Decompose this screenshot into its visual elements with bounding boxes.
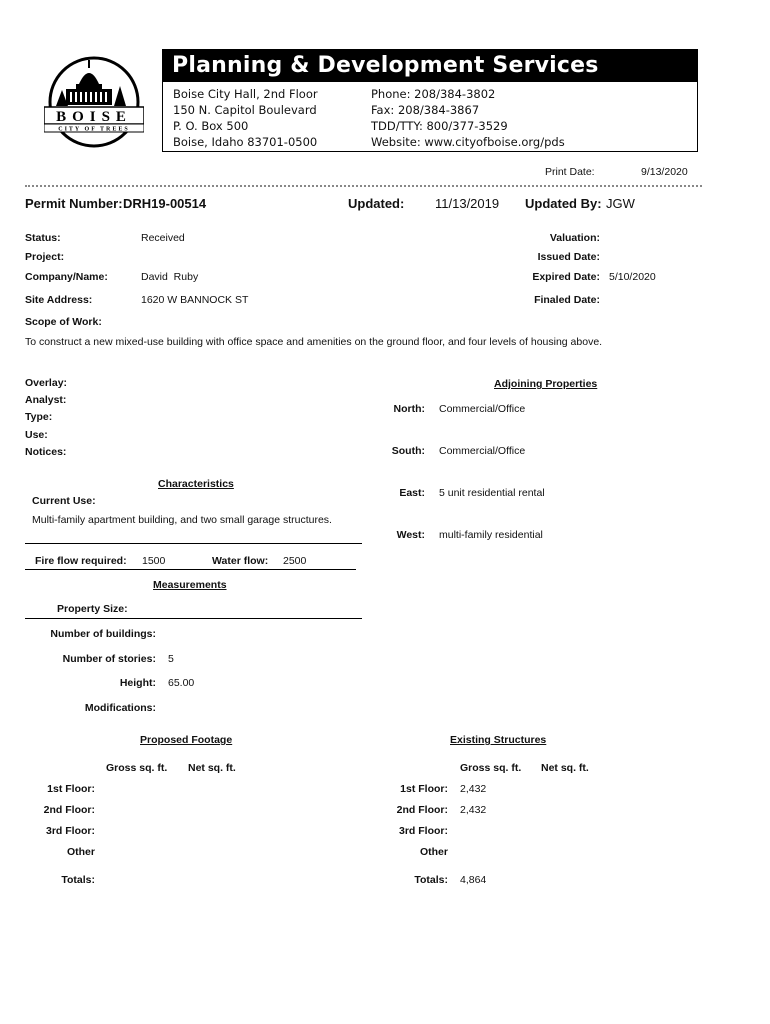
address-line: P. O. Box 500	[173, 119, 249, 133]
fire-flow-value: 1500	[142, 555, 166, 567]
height-value: 65.00	[168, 677, 195, 689]
existing-net-header: Net sq. ft.	[541, 762, 589, 774]
svg-text:BOISE: BOISE	[56, 109, 132, 125]
issued-date-label: Issued Date:	[537, 251, 600, 263]
south-label: South:	[391, 445, 425, 457]
existing-gross-value: 2,432	[460, 804, 487, 816]
print-date-value: 9/13/2020	[641, 166, 688, 178]
address-line: Boise, Idaho 83701-0500	[173, 135, 318, 149]
characteristics-divider	[25, 543, 362, 544]
valuation-label: Valuation:	[549, 232, 600, 244]
fire-flow-label: Fire flow required:	[35, 555, 127, 567]
tdd-line: TDD/TTY: 800/377-3529	[371, 119, 508, 133]
modifications-label: Modifications:	[84, 702, 156, 714]
existing-total-value: 4,864	[460, 874, 487, 886]
existing-gross-header: Gross sq. ft.	[460, 762, 522, 774]
type-label: Type:	[25, 411, 53, 423]
west-value: multi-family residential	[439, 529, 543, 541]
number-of-stories-value: 5	[168, 653, 174, 665]
use-label: Use:	[25, 429, 48, 441]
number-of-buildings-label: Number of buildings:	[50, 628, 156, 640]
existing-structures-heading: Existing Structures	[450, 734, 547, 746]
svg-text:CITY OF TREES: CITY OF TREES	[58, 126, 130, 133]
overlay-label: Overlay:	[25, 377, 68, 389]
notices-label: Notices:	[25, 446, 67, 458]
scope-of-work-text: To construct a new mixed-use building with office space and amenities on the ground floor, and four levels of housing above.	[25, 336, 603, 348]
south-value: Commercial/Office	[439, 445, 526, 457]
number-of-stories-label: Number of stories:	[62, 653, 156, 665]
existing-row-label: Totals:	[414, 874, 448, 886]
north-value: Commercial/Office	[439, 403, 526, 415]
proposed-net-header: Net sq. ft.	[188, 762, 236, 774]
proposed-row-label: Totals:	[61, 874, 95, 886]
existing-row-label: 2nd Floor:	[396, 804, 448, 816]
status-label: Status:	[25, 232, 61, 244]
print-date-label: Print Date:	[545, 166, 595, 178]
east-value: 5 unit residential rental	[439, 487, 545, 499]
permit-number-label: Permit Number:	[25, 196, 123, 211]
characteristics-heading: Characteristics	[158, 478, 234, 490]
proposed-gross-header: Gross sq. ft.	[106, 762, 168, 774]
boise-city-seal-logo	[44, 50, 144, 150]
existing-gross-value: 2,432	[460, 783, 487, 795]
phone-line: Phone: 208/384-3802	[371, 87, 496, 101]
contact-block	[371, 86, 565, 150]
updated-by-value: JGW	[606, 196, 635, 211]
address-line: Boise City Hall, 2nd Floor	[173, 87, 318, 101]
site-address-value: 1620 W BANNOCK ST	[141, 294, 249, 306]
header-divider	[25, 185, 702, 187]
proposed-row-label: 2nd Floor:	[43, 804, 95, 816]
status-value: Received	[141, 232, 185, 244]
page-banner-title: Planning & Development Services	[162, 49, 698, 82]
website-line: Website: www.cityofboise.org/pds	[371, 135, 565, 149]
updated-date: 11/13/2019	[435, 196, 500, 211]
proposed-row-label: Other	[66, 846, 95, 858]
east-label: East:	[399, 487, 425, 499]
current-use-label: Current Use:	[32, 495, 96, 507]
proposed-row-label: 1st Floor:	[47, 783, 95, 795]
fax-line: Fax: 208/384-3867	[371, 103, 480, 117]
existing-row-label: 1st Floor:	[400, 783, 448, 795]
updated-label: Updated:	[348, 196, 405, 211]
current-use-value: Multi-family apartment building, and two small garage structures.	[32, 514, 332, 526]
finaled-date-label: Finaled Date:	[534, 294, 600, 306]
address-line: 150 N. Capitol Boulevard	[173, 103, 317, 117]
proposed-row-label: 3rd Floor:	[46, 825, 95, 837]
expired-date-label: Expired Date:	[532, 271, 600, 283]
proposed-footage-heading: Proposed Footage	[140, 734, 233, 746]
address-block	[173, 86, 318, 150]
measurements-heading: Measurements	[153, 579, 227, 591]
west-label: West:	[396, 529, 425, 541]
permit-number: DRH19-00514	[123, 196, 207, 211]
water-flow-value: 2500	[283, 555, 307, 567]
company-label: Company/Name:	[25, 271, 108, 283]
analyst-label: Analyst:	[25, 394, 67, 406]
company-value: David Ruby	[141, 271, 199, 283]
height-label: Height:	[119, 677, 156, 689]
water-flow-label: Water flow:	[212, 555, 269, 567]
north-label: North:	[393, 403, 425, 415]
site-address-label: Site Address:	[25, 294, 93, 306]
existing-row-label: 3rd Floor:	[399, 825, 448, 837]
scope-of-work-label: Scope of Work:	[25, 316, 102, 328]
existing-row-label: Other	[419, 846, 448, 858]
measurements-divider	[25, 618, 362, 619]
property-size-label: Property Size:	[57, 603, 128, 615]
updated-by-label: Updated By:	[525, 196, 602, 211]
project-label: Project:	[25, 251, 65, 263]
expired-date-value: 5/10/2020	[609, 271, 656, 283]
adjoining-properties-heading: Adjoining Properties	[494, 378, 598, 390]
flow-divider	[25, 569, 356, 570]
